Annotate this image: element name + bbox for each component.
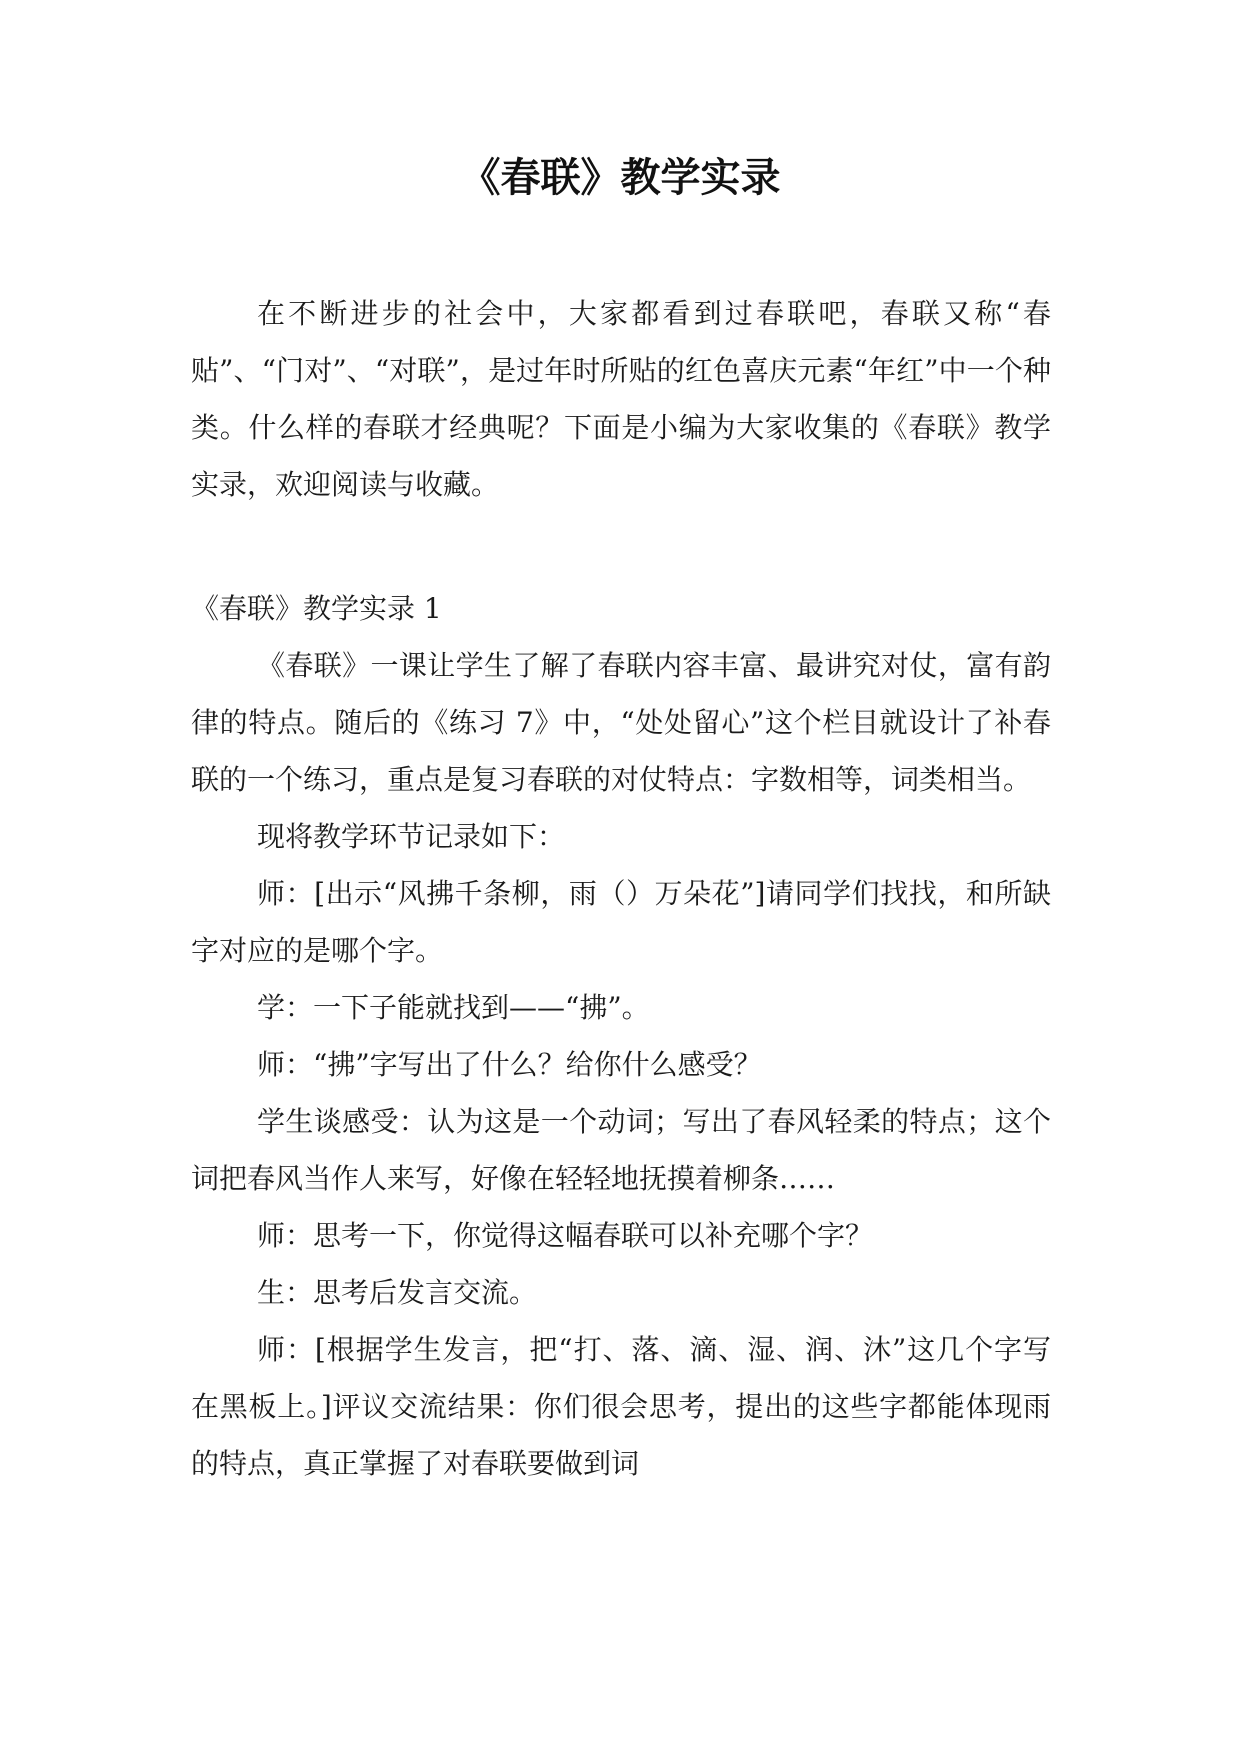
body-paragraph: 师：[根据学生发言，把“打、落、滴、湿、润、沐”这几个字写在黑板上。]评议交流结果：你们很会思考，提出的这些字都能体现雨的特点，真正掌握了对春联要做到词 (191, 1333, 1051, 1480)
body-paragraph: 师：“拂”字写出了什么？给你什么感受？ (257, 1048, 762, 1081)
section-1 (191, 580, 1051, 1492)
intro-paragraph: 在不断进步的社会中，大家都看到过春联吧，春联又称“春贴”、“门对”、“对联”，是过年时所贴的红色喜庆元素“年红”中一个种类。什么样的春联才经典呢？下面是小编为大家收集的《春联》教学实录，欢迎阅读与收藏。 (191, 297, 1051, 501)
body-paragraph: 师：思考一下，你觉得这幅春联可以补充哪个字？ (257, 1219, 874, 1252)
intro-block (191, 285, 1051, 513)
section-heading: 《春联》教学实录 1 (191, 592, 442, 625)
document-title: 《春联》教学实录 (460, 155, 781, 201)
body-paragraph: 学生谈感受：认为这是一个动词；写出了春风轻柔的特点；这个词把春风当作人来写，好像在轻轻地抚摸着柳条…… (191, 1105, 1051, 1195)
body-paragraph: 师：[出示“风拂千条柳，雨（）万朵花”]请同学们找找，和所缺字对应的是哪个字。 (191, 877, 1051, 967)
body-paragraph: 学：一下子能就找到——“拂”。 (257, 991, 650, 1024)
body-paragraph: 现将教学环节记录如下： (257, 820, 566, 853)
body-paragraph: 生：思考后发言交流。 (257, 1276, 538, 1309)
body-paragraph: 《春联》一课让学生了解了春联内容丰富、最讲究对仗，富有韵律的特点。随后的《练习 7》中，“处处留心”这个栏目就设计了补春联的一个练习，重点是复习春联的对仗特点：字数相等，词类相当。 (191, 649, 1051, 796)
